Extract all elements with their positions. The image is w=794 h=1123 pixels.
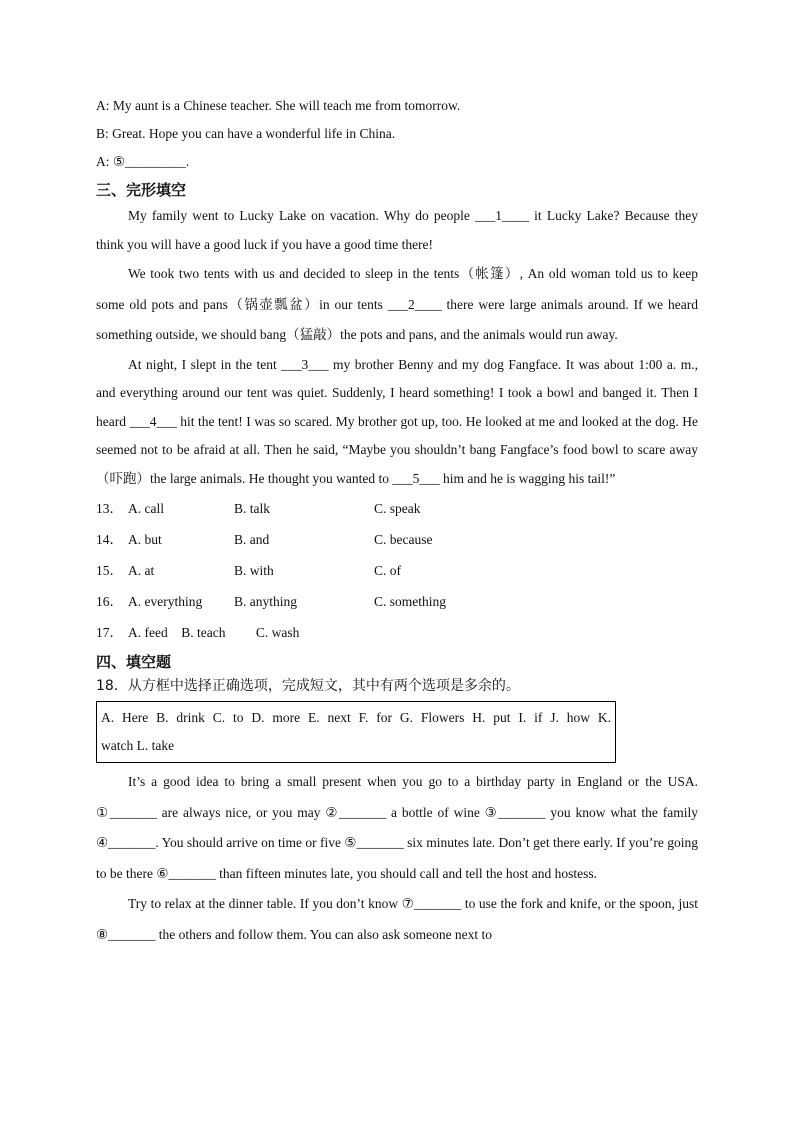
option-b: B. anything [234, 594, 297, 609]
word-bank-line-2: watch L. take [101, 738, 175, 753]
option-b: B. talk [234, 501, 270, 516]
section-title-fill-in: 四、填空题 [96, 653, 172, 671]
question-number: 13． [96, 501, 123, 516]
question-number: 14． [96, 532, 123, 547]
question-14 [96, 524, 698, 555]
option-b: B. with [234, 563, 274, 578]
fill-paragraph-2: Try to relax at the dinner table. If you don’t know ⑦_______ to use the fork and knife, or the spoon, just ⑧_______ the others and follow them. You can also ask someone next to [96, 896, 698, 942]
word-bank-box [96, 701, 616, 763]
fill-paragraph-1: It’s a good idea to bring a small present when you go to a birthday party in England or the USA. ①_______ are always nice, or you may ②_______ a bottle of wine ③_______ you know what the family ④_______. You should arrive on time or five ⑤_______ six minutes late. Don’t get there early. If you’re going to be there ⑥_______ than fifteen minutes late, you should call and tell the host and hostess. [96, 774, 698, 881]
option-a: A. call [128, 501, 164, 516]
option-c: C. of [374, 563, 401, 578]
cloze-paragraph-2: We took two tents with us and decided to sleep in the tents（帐篷）, An old woman told us to keep some old pots and pans（锅壶瓢盆）in our tents ___2____ there were large animals around. If we heard something outside, we should bang（猛敲）the pots and pans, and the animals would run away. [96, 266, 698, 342]
option-a: A. everything [128, 594, 203, 609]
question-number: 16． [96, 594, 123, 609]
option-a: A. but [128, 532, 162, 547]
dialog-line-a-blank: A: ⑤_________. [96, 154, 190, 169]
options-line: A. feed B. teach C. wash [128, 625, 300, 640]
word-bank-line-1: A. Here B. drink C. to D. more E. next F. for G. Flowers H. put I. if J. how K. [101, 710, 611, 725]
option-c: C. because [374, 532, 433, 547]
question-number: 15． [96, 563, 123, 578]
dialog-line-b: B: Great. Hope you can have a wonderful life in China. [96, 126, 396, 141]
question-15 [96, 555, 698, 586]
question-16 [96, 586, 698, 617]
section-title-cloze: 三、完形填空 [96, 181, 187, 199]
question-17 [96, 617, 698, 648]
question-18-instruction: 18．从方框中选择正确选项，完成短文，其中有两个选项是多余的。 [96, 678, 520, 694]
question-13 [96, 493, 698, 524]
option-c: C. something [374, 594, 447, 609]
question-number: 17． [96, 625, 123, 640]
cloze-paragraph-1: My family went to Lucky Lake on vacation. Why do people ___1____ it Lucky Lake? Because they think you will have a good luck if you have a good time there! [96, 208, 698, 252]
option-c: C. speak [374, 501, 421, 516]
option-a: A. at [128, 563, 155, 578]
dialog-line-a: A: My aunt is a Chinese teacher. She will teach me from tomorrow. [96, 98, 461, 113]
option-b: B. and [234, 532, 270, 547]
document-page [96, 92, 698, 950]
cloze-paragraph-3: At night, I slept in the tent ___3___ my brother Benny and my dog Fangface. It was about 1:00 a. m., and everything around our tent was quiet. Suddenly, I heard something! I took a bowl and banged it. Then I heard ___4___ hit the tent! I was so scared. My brother got up, too. He looked at me and looked at the dog. He seemed not to be afraid at all. Then he said, “Maybe you shouldn’t bang Fangface’s food bowl to scare away（吓跑）the large animals. He thought you wanted to ___5___ him and he is wagging his tail!” [96, 356, 698, 486]
